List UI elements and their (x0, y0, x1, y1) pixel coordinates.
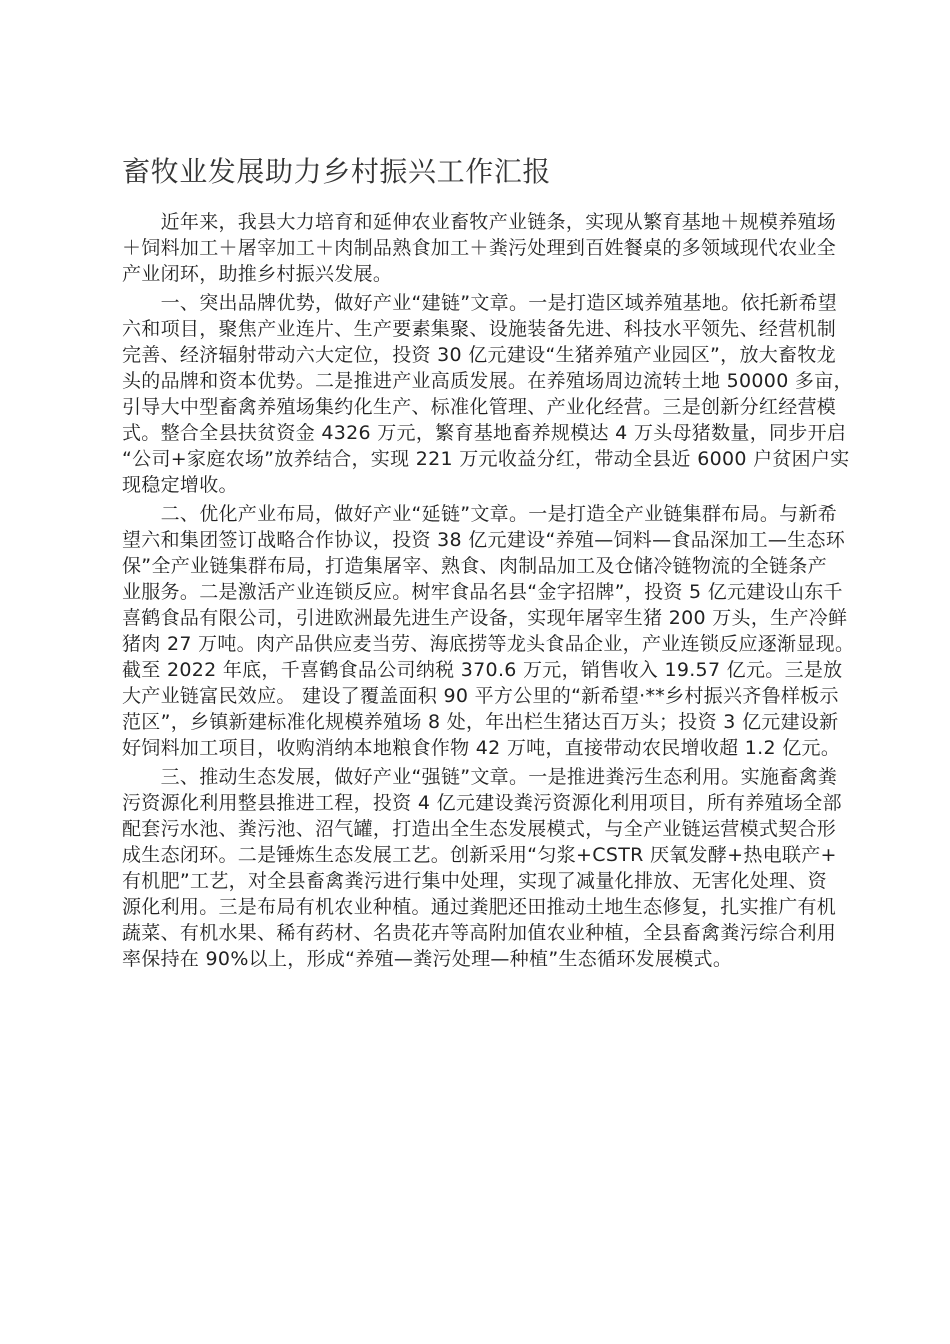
paragraph-line: 一、突出品牌优势，做好产业“建链”文章。一是打造区域养殖基地。依托新希望 (160, 292, 838, 314)
paragraph-line: 六和项目，聚焦产业连片、生产要素集聚、设施装备先进、科技水平领先、经营机制 (122, 318, 837, 340)
paragraph-line: 保”全产业链集群布局，打造集屠宰、熟食、肉制品加工及仓储冷链物流的全链条产 (122, 555, 827, 577)
paragraph-line: 好饲料加工项目，收购消纳本地粮食作物 42 万吨，直接带动农民增收超 1.2 亿元。 (122, 737, 841, 759)
document-title: 畜牧业发展助力乡村振兴工作汇报 (122, 155, 552, 188)
paragraph-line: 成生态闭环。二是锤炼生态发展工艺。创新采用“匀浆+CSTR 厌氧发酵+热电联产+ (122, 844, 837, 866)
paragraph-line: 配套污水池、粪污池、沼气罐，打造出全生态发展模式，与全产业链运营模式契合形 (122, 818, 837, 840)
paragraph-line: 现稳定增收。 (122, 474, 238, 496)
document-body (122, 155, 882, 972)
paragraph-section-one (122, 290, 882, 498)
paragraph-line: 大产业链富民效应。 建设了覆盖面积 90 平方公里的“新希望·**乡村振兴齐鲁样板示 (122, 685, 839, 707)
paragraph-line: 喜鹤食品有限公司，引进欧洲最先进生产设备，实现年屠宰生猪 200 万头，生产冷鲜 (122, 607, 848, 629)
paragraph-line: 率保持在 90%以上，形成“养殖—粪污处理—种植”生态循环发展模式。 (122, 948, 733, 970)
paragraph-section-three (122, 764, 882, 972)
paragraph-line: 业服务。二是激活产业连锁反应。树牢食品名县“金字招牌”，投资 5 亿元建设山东千 (122, 581, 843, 603)
paragraph-line: 二、优化产业布局，做好产业“延链”文章。一是打造全产业链集群布局。与新希 (160, 503, 838, 525)
paragraph-line: 完善、经济辐射带动六大定位，投资 30 亿元建设“生猪养殖产业园区”，放大畜牧龙 (122, 344, 836, 366)
paragraph-intro (122, 209, 882, 287)
paragraph-line: “公司+家庭农场”放养结合，实现 221 万元收益分红，带动全县近 6000 户贫困户实 (122, 448, 850, 470)
paragraph-line: ＋饲料加工＋屠宰加工＋肉制品熟食加工＋粪污处理到百姓餐桌的多领域现代农业全 (122, 237, 837, 259)
paragraph-line: 头的品牌和资本优势。二是推进产业高质发展。在养殖场周边流转土地 50000 多亩， (122, 370, 853, 392)
paragraph-line: 近年来，我县大力培育和延伸农业畜牧产业链条，实现从繁育基地＋规模养殖场 (160, 211, 837, 233)
paragraph-line: 蔬菜、有机水果、稀有药材、名贵花卉等高附加值农业种植，全县畜禽粪污综合利用 (122, 922, 837, 944)
paragraph-line: 三、推动生态发展，做好产业“强链”文章。一是推进粪污生态利用。实施畜禽粪 (160, 766, 838, 788)
paragraph-line: 污资源化利用整县推进工程，投资 4 亿元建设粪污资源化利用项目，所有养殖场全部 (122, 792, 842, 814)
paragraph-line: 望六和集团签订战略合作协议，投资 38 亿元建设“养殖—饲料—食品深加工—生态环 (122, 529, 846, 551)
paragraph-line: 有机肥”工艺，对全县畜禽粪污进行集中处理，实现了减量化排放、无害化处理、资 (122, 870, 827, 892)
paragraph-line: 范区”，乡镇新建标准化规模养殖场 8 处，年出栏生猪达百万头；投资 3 亿元建设新 (122, 711, 839, 733)
paragraph-line: 截至 2022 年底，千喜鹤食品公司纳税 370.6 万元，销售收入 19.57 亿元。三是放 (122, 659, 843, 681)
paragraph-line: 式。整合全县扶贫资金 4326 万元，繁育基地畜养规模达 4 万头母猪数量，同步开启 (122, 422, 847, 444)
paragraph-line: 猪肉 27 万吨。肉产品供应麦当劳、海底捞等龙头食品企业，产业连锁反应逐渐显现。 (122, 633, 855, 655)
paragraph-line: 引导大中型畜禽养殖场集约化生产、标准化管理、产业化经营。三是创新分红经营模 (122, 396, 837, 418)
paragraph-line: 产业闭环，助推乡村振兴发展。 (122, 263, 393, 285)
paragraph-section-two (122, 501, 882, 761)
paragraph-line: 源化利用。三是布局有机农业种植。通过粪肥还田推动土地生态修复，扎实推广有机 (122, 896, 837, 918)
